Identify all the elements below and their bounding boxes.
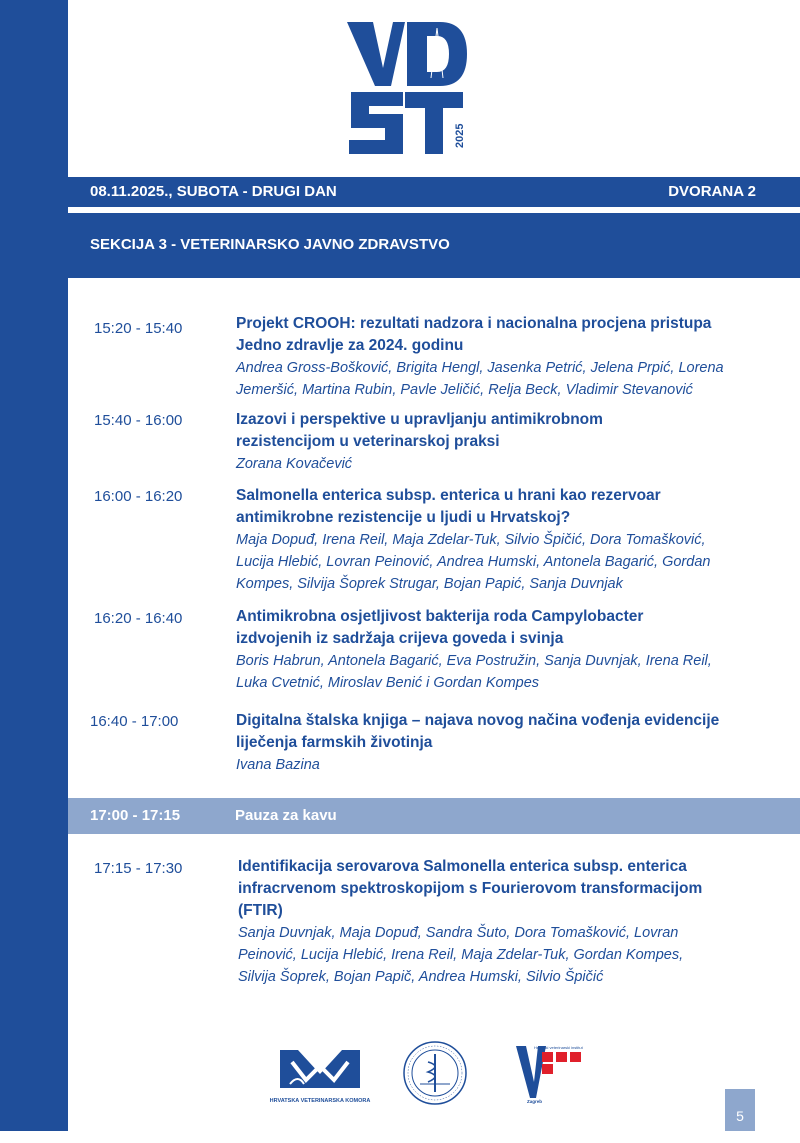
session-title: Antimikrobna osjetljivost bakterija roda Campylobacter izdvojenih iz sadržaja crijeva goveda i svinja — [236, 608, 644, 647]
session-time: 17:15 - 17:30 — [94, 860, 183, 877]
pause-time: 17:00 - 17:15 — [90, 807, 181, 824]
logo-year: 2025 — [454, 123, 466, 148]
section-title: SEKCIJA 3 - VETERINARSKO JAVNO ZDRAVSTVO — [90, 236, 450, 253]
svg-text:Zagreb: Zagreb — [527, 1099, 543, 1104]
session-time: 16:40 - 17:00 — [90, 713, 179, 730]
session-time: 15:40 - 16:00 — [94, 412, 183, 429]
hvk-logo — [269, 1044, 371, 1106]
page-number: 5 — [725, 1089, 755, 1131]
hall-label: DVORANA 2 — [668, 183, 756, 200]
session-authors: Andrea Gross-Bošković, Brigita Hengl, Jasenka Petrić, Jelena Prpić, Lorena Jemeršić, Martina Rubin, Pavle Jeličić, Relja Beck, Vladimir Stevanović — [236, 360, 724, 398]
session-time: 15:20 - 15:40 — [94, 320, 183, 337]
date-line: 08.11.2025., SUBOTA - DRUGI DAN — [90, 183, 337, 200]
session-authors: Ivana Bazina — [236, 757, 320, 773]
session-item — [236, 409, 766, 475]
session-item — [236, 606, 766, 694]
session-title: Digitalna štalska knjiga – najava novog načina vođenja evidencije liječenja farmskih životinja — [236, 712, 720, 751]
date-band — [68, 177, 800, 207]
session-authors: Maja Dopuđ, Irena Reil, Maja Zdelar-Tuk, Silvio Špičić, Dora Tomašković, Lucija Hlebić, Lovran Peinović, Andrea Humski, Antonela Bagarić, Gordan Kompes, Silvija Šoprek Strugar, Bojan Papić, Sanja Duvnjak — [236, 532, 711, 592]
session-item — [238, 856, 768, 988]
session-item — [236, 485, 766, 595]
session-title: Projekt CROOH: rezultati nadzora i nacionalna procjena pristupa Jedno zdravlje za 2024. godinu — [236, 315, 712, 354]
svg-text:Hrvatski veterinarski institut: Hrvatski veterinarski institut — [534, 1045, 583, 1050]
session-title: Izazovi i perspektive u upravljanju antimikrobnom rezistencijom u veterinarskoj praksi — [236, 411, 603, 450]
coffee-break-band — [68, 798, 800, 834]
hvi-logo — [512, 1042, 590, 1104]
session-item — [236, 710, 766, 776]
session-title: Salmonella enterica subsp. enterica u hrani kao rezervoar antimikrobne rezistencije u ljudi u Hrvatskoj? — [236, 487, 661, 526]
session-authors: Sanja Duvnjak, Maja Dopuđ, Sandra Šuto, Dora Tomašković, Lovran Peinović, Lucija Hlebić, Irena Reil, Maja Zdelar-Tuk, Gordan Kompes, Silvija Šoprek, Bojan Papič, Andrea Humski, Silvio Špičić — [238, 925, 684, 985]
session-authors: Boris Habrun, Antonela Bagarić, Eva Postružin, Sanja Duvnjak, Irena Reil, Luka Cvetnić, Miroslav Benić i Gordan Kompes — [236, 653, 712, 691]
session-time: 16:20 - 16:40 — [94, 610, 183, 627]
faculty-seal-logo — [402, 1040, 468, 1106]
session-item — [236, 313, 766, 401]
session-title: Identifikacija serovarova Salmonella enterica subsp. enterica infracrvenom spektroskopijom s Fourierovom transformacijom (FTIR) — [238, 858, 703, 919]
session-time: 16:00 - 16:20 — [94, 488, 183, 505]
pause-label: Pauza za kavu — [235, 807, 337, 824]
section-band — [68, 213, 800, 278]
session-authors: Zorana Kovačević — [236, 456, 353, 472]
left-accent-bar — [0, 0, 68, 1131]
svg-text:HRVATSKA VETERINARSKA KOMORA: HRVATSKA VETERINARSKA KOMORA — [269, 1098, 371, 1104]
vdst-logo — [345, 20, 470, 155]
